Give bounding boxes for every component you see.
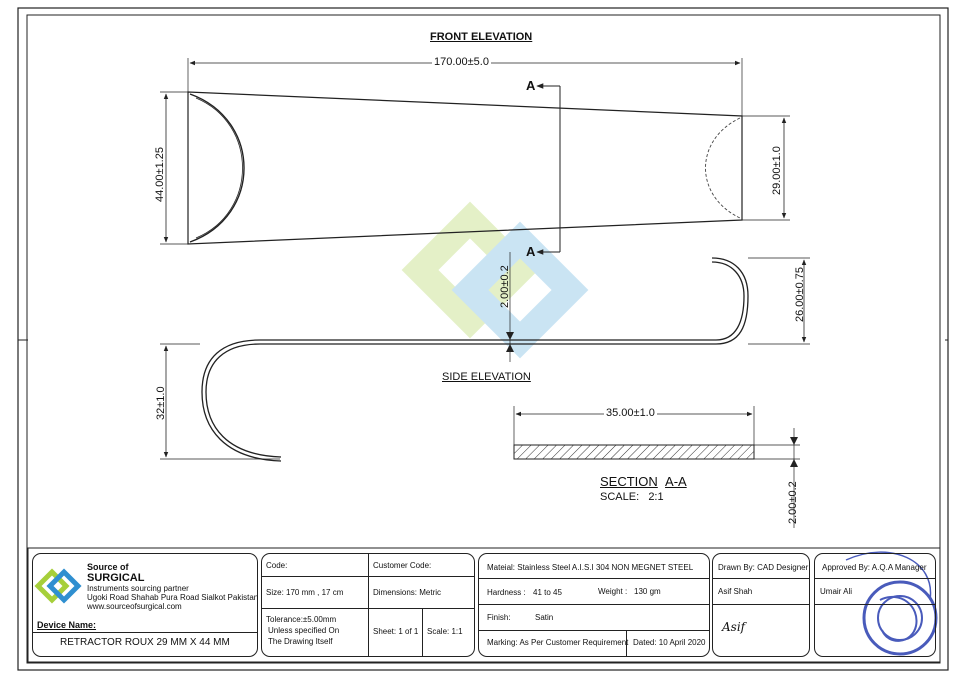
- dim-thickness-side: 2.00±0.2: [499, 265, 511, 308]
- side-elevation-title: SIDE ELEVATION: [442, 371, 531, 383]
- blade-proximal-curve: [190, 94, 244, 242]
- drawn-by-label: Drawn By: CAD Designer: [718, 563, 809, 572]
- scale-value-tb: Scale: 1:1: [427, 627, 463, 636]
- scale-value: 2:1: [648, 491, 664, 503]
- hardness-label: Hardness :: [487, 588, 526, 597]
- section-scale: [600, 492, 664, 503]
- approved-divider-2: [814, 604, 936, 605]
- front-elevation-title: FRONT ELEVATION: [430, 31, 533, 43]
- company-name-line1: Source of: [87, 562, 129, 572]
- drawn-by-signature: Asif: [722, 620, 746, 634]
- finish-value: Satin: [535, 613, 554, 622]
- section-marker-bottom: A: [526, 244, 536, 259]
- material-divider-2: [478, 604, 710, 605]
- drawn-divider-2: [712, 604, 810, 605]
- approved-divider-1: [814, 578, 936, 579]
- company-address: Ugoki Road Shahab Pura Road Sialkot Pakistan: [87, 593, 259, 602]
- section-hatched-bar: [514, 445, 754, 459]
- section-title-word: SECTION: [600, 474, 658, 489]
- device-name-label: Device Name:: [37, 620, 97, 630]
- device-divider: [32, 632, 258, 633]
- dated-value: Dated: 10 April 2020: [633, 638, 706, 647]
- size-value: Size: 170 mm , 17 cm: [266, 588, 344, 597]
- company-website: www.sourceofsurgical.com: [87, 602, 182, 611]
- company-tagline: Instruments sourcing partner: [87, 584, 189, 593]
- dim-curl-height: 32±1.0: [155, 386, 167, 420]
- tolerance-line2: Unless specified On: [268, 626, 340, 635]
- dim-section-thickness: 2.00±0.2: [787, 481, 799, 524]
- hardness-value: 41 to 45: [533, 588, 562, 597]
- company-name-line2: SURGICAL: [87, 572, 145, 584]
- dim-distal-width: 29.00±1.0: [771, 146, 783, 195]
- blade-proximal-curve-inner: [196, 98, 243, 238]
- weight-label: Weight :: [598, 587, 628, 596]
- dim-section-width: 35.00±1.0: [606, 407, 655, 419]
- drawn-divider-1: [712, 578, 810, 579]
- approved-by-name: Umair Ali: [820, 587, 853, 596]
- section-id: A-A: [665, 474, 687, 489]
- material-divider-3: [478, 630, 710, 631]
- scale-label: SCALE:: [600, 491, 640, 503]
- approved-by-label: Approved By: A.Q.A Manager: [822, 563, 927, 572]
- sheet-value: Sheet: 1 of 1: [373, 627, 419, 636]
- dimensions-value: Dimensions: Metric: [373, 588, 442, 597]
- material-divider-1: [478, 578, 710, 579]
- tolerance-line1: Tolerance:±5.00mm: [266, 615, 337, 624]
- code-vdivider-2: [422, 608, 423, 657]
- dim-overall-length: 170.00±5.0: [434, 56, 489, 68]
- tolerance-line3: The Drawing Itself: [268, 637, 333, 646]
- section-title: [600, 475, 687, 488]
- weight-value: 130 gm: [634, 587, 661, 596]
- watermark-logo-icon: [420, 220, 570, 340]
- blade-distal-hidden-curve: [706, 118, 741, 218]
- finish-label: Finish:: [487, 613, 511, 622]
- code-vdivider: [368, 553, 369, 657]
- customer-code-label: Customer Code:: [373, 561, 432, 570]
- marking-value: Marking: As Per Customer Requirement: [487, 638, 629, 647]
- section-marker-top: A: [526, 78, 536, 93]
- material-value: Mateial: Stainless Steel A.I.S.I 304 NON MEGNET STEEL: [487, 563, 694, 572]
- device-name: RETRACTOR ROUX 29 MM X 44 MM: [60, 637, 230, 648]
- drawn-by-name: Asif Shah: [718, 587, 753, 596]
- code-label: Code:: [266, 561, 288, 570]
- dim-hook-height: 26.00±0.75: [794, 267, 806, 322]
- dim-proximal-width: 44.00±1.25: [154, 147, 166, 202]
